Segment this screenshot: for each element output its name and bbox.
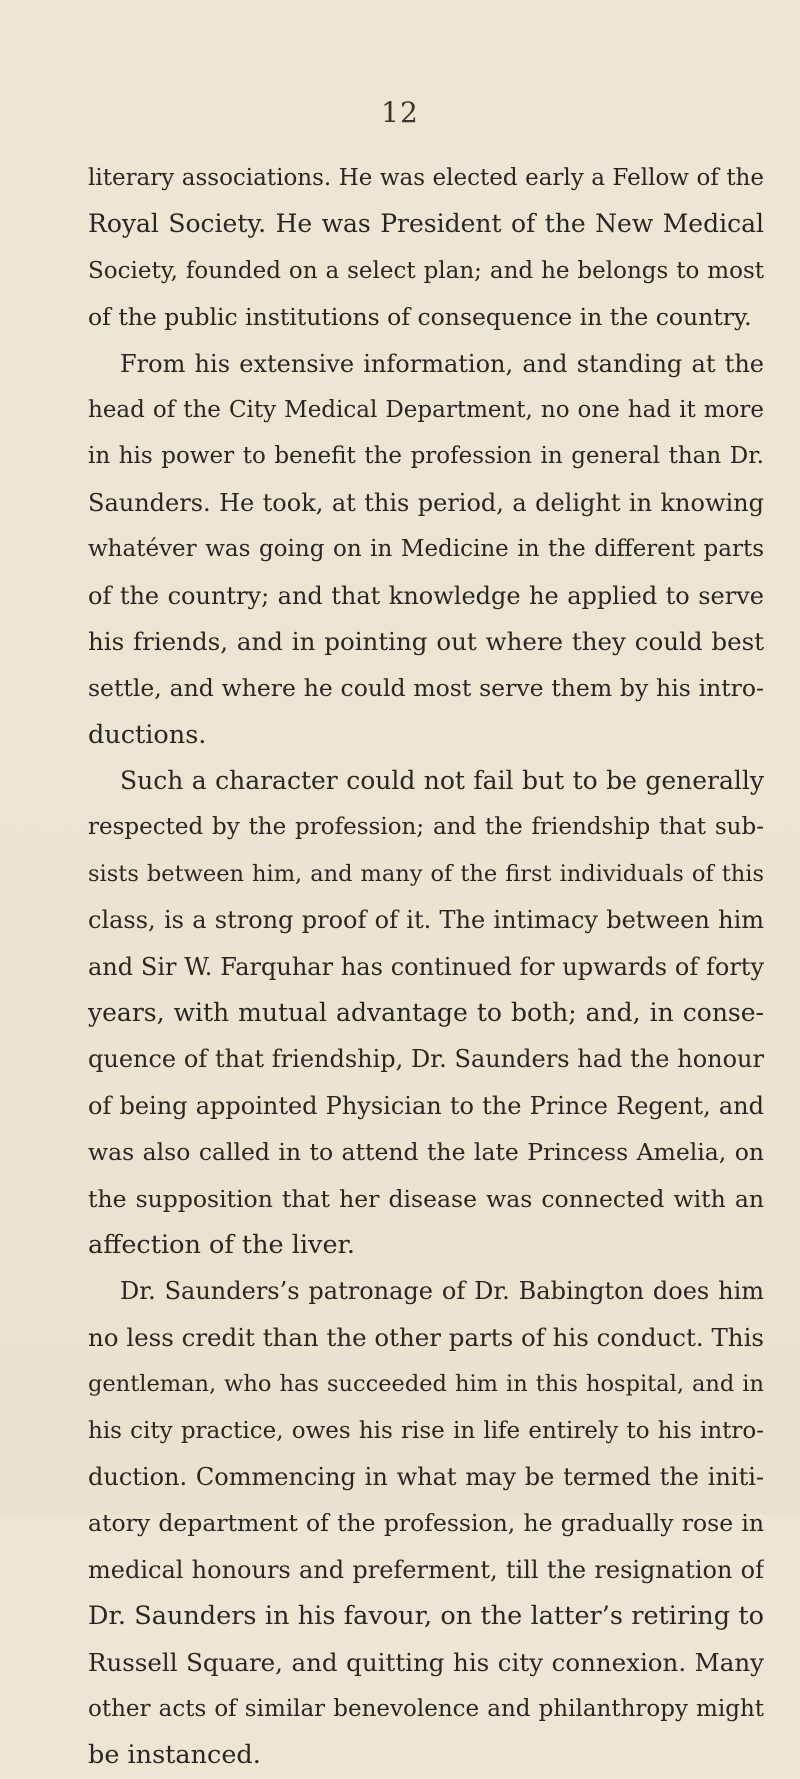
text-line: other acts of similar benevolence and philanthropy might [88, 1695, 764, 1722]
text-line: head of the City Medical Department, no one had it more [88, 396, 764, 423]
text-line: sists between him, and many of the first individuals of this [88, 860, 764, 887]
text-line: atory department of the profession, he gradually rose in [88, 1509, 764, 1538]
text-line: respected by the profession; and the friendship that sub- [88, 814, 764, 841]
text-line: duction. Commencing in what may be termed the initi- [88, 1462, 764, 1491]
text-line: gentleman, who has succeeded him in this hospital, and in [88, 1371, 764, 1398]
text-line: medical honours and preferment, till the resignation of [88, 1555, 764, 1584]
text-line: Society, founded on a select plan; and he belongs to most [88, 257, 764, 284]
text-line: his friends, and in pointing out where they could best [88, 626, 764, 656]
text-line: quence of that friendship, Dr. Saunders had the honour [88, 1045, 764, 1074]
text-line: and Sir W. Farquhar has continued for upwards of forty [88, 952, 764, 981]
text-line: of the public institutions of consequence in the country. [88, 303, 752, 332]
text-line: Royal Society. He was President of the New Medical [88, 209, 764, 239]
text-line: Dr. Saunders in his favour, on the latter’s retiring to [88, 1601, 764, 1632]
paragraph [88, 758, 764, 1268]
text-line: From his extensive information, and standing at the [120, 349, 764, 378]
text-line: years, with mutual advantage to both; and, in conse- [88, 998, 764, 1028]
text-line: Russell Square, and quitting his city connexion. Many [88, 1647, 764, 1677]
body-text [88, 155, 764, 1779]
text-line: class, is a strong proof of it. The intimacy between him [88, 906, 764, 935]
text-line: literary associations. He was elected early a Fellow of the [88, 165, 764, 191]
text-line: Dr. Saunders’s patronage of Dr. Babington does him [120, 1277, 764, 1306]
text-line: no less credit than the other parts of his conduct. This [88, 1322, 764, 1352]
text-line: of the country; and that knowledge he applied to serve [88, 581, 764, 610]
text-line: his city practice, owes his rise in life entirely to his intro- [88, 1417, 764, 1444]
paragraph [88, 155, 764, 341]
text-line: Saunders. He took, at this period, a delight in knowing [88, 488, 764, 517]
text-line: ductions. [88, 719, 207, 750]
text-line: Such a character could not fail but to be generally [120, 766, 764, 796]
text-line: was also called in to attend the late Princess Amelia, on [88, 1138, 764, 1167]
paragraph [88, 1268, 764, 1778]
text-line: affection of the liver. [88, 1229, 356, 1260]
text-line: of being appointed Physician to the Prince Regent, and [88, 1091, 764, 1120]
text-line: settle, and where he could most serve them by his intro- [88, 674, 764, 703]
paragraph [88, 341, 764, 759]
text-line: in his power to benefit the profession in general than Dr. [88, 443, 764, 470]
page-number: 12 [381, 96, 419, 129]
text-line: whatéver was going on in Medicine in the different parts [88, 536, 764, 563]
text-line: be instanced. [88, 1740, 261, 1771]
text-line: the supposition that her disease was connected with an [88, 1184, 764, 1213]
